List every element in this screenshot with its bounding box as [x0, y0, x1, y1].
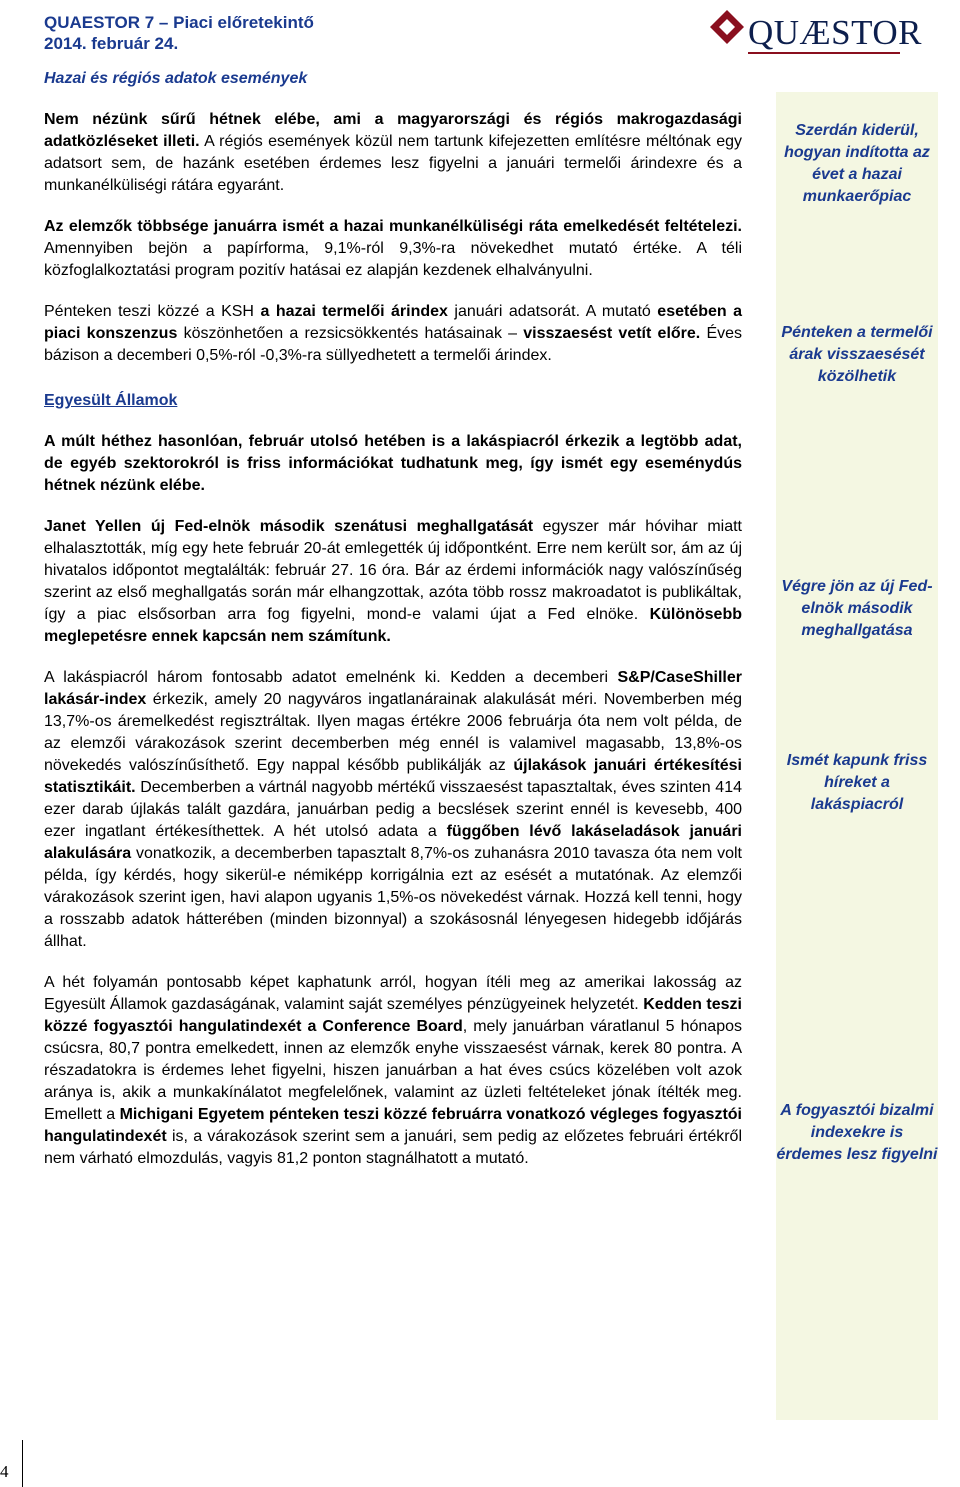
p6-text-2: érkezik, amely 20 nagyváros ingatlanárainak alakulását méri. Novemberben még 13,7%-os áremelkedést regisztráltak. Ilyen magas értékre 2006 februárja óta nem volt példa, de az elemzői várakozások szerint decemberben még ennél is valamivel magasabb, 13,8%-os növekedés valószínűsíthető. Egy nappal később publikálják az — [44, 691, 742, 774]
p6-bold-1: S&P/CaseShiller lakásár-index — [44, 669, 742, 708]
paragraph-5 — [44, 516, 742, 648]
p7-bold-2: Michigani Egyetem pénteken teszi közzé februárra vonatkozó végleges fogyasztói hangulatindexét — [44, 1106, 742, 1145]
p1-bold: Nem nézünk sűrű hétnek elébe, ami a magyarországi és régiós makrogazdasági adatközléseket illeti. — [44, 111, 742, 150]
document-header — [44, 12, 314, 54]
p6-bold-3: függőben lévő lakáseladások januári alakulására — [44, 823, 743, 862]
p3-text-3: köszönhetően a rezsicsökkentés hatásainak – — [177, 325, 524, 342]
p1-text: A régiós események közül nem tartunk kifejezetten említésre méltónak egy adatsort sem, de hazánk esetében érdemes lesz figyelni a januári termelői árindexre és a munkanélküliségi rátára egyaránt. — [44, 133, 743, 194]
p7-text-1: A hét folyamán pontosabb képet kaphatunk arról, hogyan ítéli meg az amerikai lakosság az Egyesült Államok gazdaságának, valamint saját személyes pénzügyeinek helyzetét. — [44, 974, 742, 1013]
header-date: 2014. február 24. — [44, 34, 179, 53]
p5-bold-2: Különösebb meglepetésre ennek kapcsán nem számítunk. — [44, 606, 742, 645]
p3-text-1: Pénteken teszi közzé a KSH — [44, 303, 261, 320]
header-title: QUAESTOR 7 – Piaci előretekintő — [44, 13, 314, 32]
p3-bold-3: visszaesést vetít előre. — [523, 325, 701, 342]
p5-text-1: egyszer már hóvihar miatt elhalasztották, míg egy hete február 20-át emlegették új időpontként. Erre nem került sor, ám az új hivatalos időpontot megtalálták: február 27. 16 óra. Bár az érdemi információk nagy valószínűség szerint az első meghallgatás során már elhangzottak, azóta több rossz makroadatot is publikáltak, így a piac elsősorban arra fog figyelni, mond-e valami újat a Fed elnöke. — [44, 518, 742, 623]
margin-note-termeloi-arak: Pénteken a termelői árak visszaesését közölhetik — [781, 324, 933, 385]
logo-wordmark: QUÆSTOR — [748, 13, 923, 52]
p4-bold: A múlt héthez hasonlóan, február utolsó hetében is a lakáspiacról érkezik a legtöbb adat, de egyéb szektorokról is friss információkat tudhatunk meg, így ismét egy eseménydús hétnek nézünk elébe. — [44, 433, 742, 494]
logo-underline — [748, 52, 900, 54]
margin-note-lakaspiac: Ismét kapunk friss híreket a lakáspiacról — [786, 752, 928, 813]
p7-text-3: is, a várakozások szerint sem a januári, sem pedig az előzetes februári értékről nem várható elmozdulás, vagyis 81,2 ponton stagnálhatott a mutató. — [44, 1128, 742, 1167]
margin-note-fed-elnok: Végre jön az új Fed-elnök második meghallgatása — [781, 578, 933, 639]
p3-bold-2: esetében a piaci konszenzus — [44, 303, 743, 342]
logo-emblem-icon — [708, 8, 746, 56]
p6-text-4: vonatkozik, a decemberben tapasztalt 8,7%-os zuhanásra 2010 tavasza óta nem volt példa, így kérdés, hogy sikerül-e némiképp korrigálnia ezt az esését a mutatónak. Az elemzői várakozások szerint igen, havi alapon ugyanis 1,5%-os növekedést várnak. Hozzá kell tenni, hogy a rosszabb adatok hátterében (minden bizonnyal) a szokásosnál lényegesen hidegebb időjárás állhat. — [44, 845, 742, 950]
p3-bold-1: a hazai termelői árindex — [260, 303, 448, 320]
page-number: 4 — [0, 1462, 9, 1481]
paragraph-3 — [44, 301, 742, 367]
quaestor-logo — [708, 8, 923, 56]
p6-bold-2: újlakások januári értékesítési statisztikáit. — [44, 757, 742, 796]
section-heading-hazai: Hazai és régiós adatok események — [44, 70, 308, 87]
margin-note-fogyasztoi-bizalom: A fogyasztói bizalmi indexekre is érdemes lesz figyelni — [776, 1102, 938, 1163]
paragraph-1 — [44, 109, 742, 197]
section-heading-usa: Egyesült Államok — [44, 392, 178, 409]
paragraph-2 — [44, 216, 742, 282]
page-number-divider — [22, 1440, 23, 1487]
paragraph-4 — [44, 431, 742, 497]
p6-text-3: Decemberben a vártnál nagyobb mértékű visszaesést tapasztaltak, éves szinten 414 ezer darab újlakás talált gazdára, januárban pedig a becslések szerint ennél is kevesebb, 400 ezer ingatlant értékesíthettek. A hét utolsó adata a — [44, 779, 742, 840]
p3-text-4: Éves bázison a decemberi 0,5%-ról -0,3%-ra süllyedhetett a termelői árindex. — [44, 325, 743, 364]
p2-text: Amennyiben bejön a papírforma, 9,1%-ról 9,3%-ra növekedhet mutató értéke. A téli közfoglalkoztatási program pozitív hatásai ez alapján kezdenek elhalványulni. — [44, 240, 742, 279]
p6-text-1: A lakáspiacról három fontosabb adatot emelnénk ki. Kedden a decemberi — [44, 669, 618, 686]
p2-bold: Az elemzők többsége januárra ismét a hazai munkanélküliségi ráta emelkedését feltételezi. — [44, 218, 742, 235]
p5-bold-1: Janet Yellen új Fed-elnök második szenátusi meghallgatását — [44, 518, 534, 535]
p7-bold-1: Kedden teszi közzé fogyasztói hangulatindexét a Conference Board — [44, 996, 743, 1035]
main-content — [44, 68, 742, 1189]
paragraph-6 — [44, 667, 742, 953]
margin-notes-sidebar — [776, 92, 938, 1420]
p7-text-2: , mely januárban váratlanul 5 hónapos csúcsra, 80,7 pontra emelkedett, innen az elemzők enyhe visszaesést várnak, kerek 80 pontra. A részadatokra is érdemes lehet figyelni, hiszen januárban a hat éves csúcs közelében volt azok aránya is, akik a munkakínálatot megfelelőnek, valamint az üzleti feltételeket jónak ítélték meg. Emellett a — [44, 1018, 742, 1123]
paragraph-7 — [44, 972, 742, 1170]
p3-text-2: januári adatsorát. A mutató — [447, 303, 658, 320]
margin-note-munkaeropiac: Szerdán kiderül, hogyan indította az évet a hazai munkaerőpiac — [784, 122, 930, 205]
